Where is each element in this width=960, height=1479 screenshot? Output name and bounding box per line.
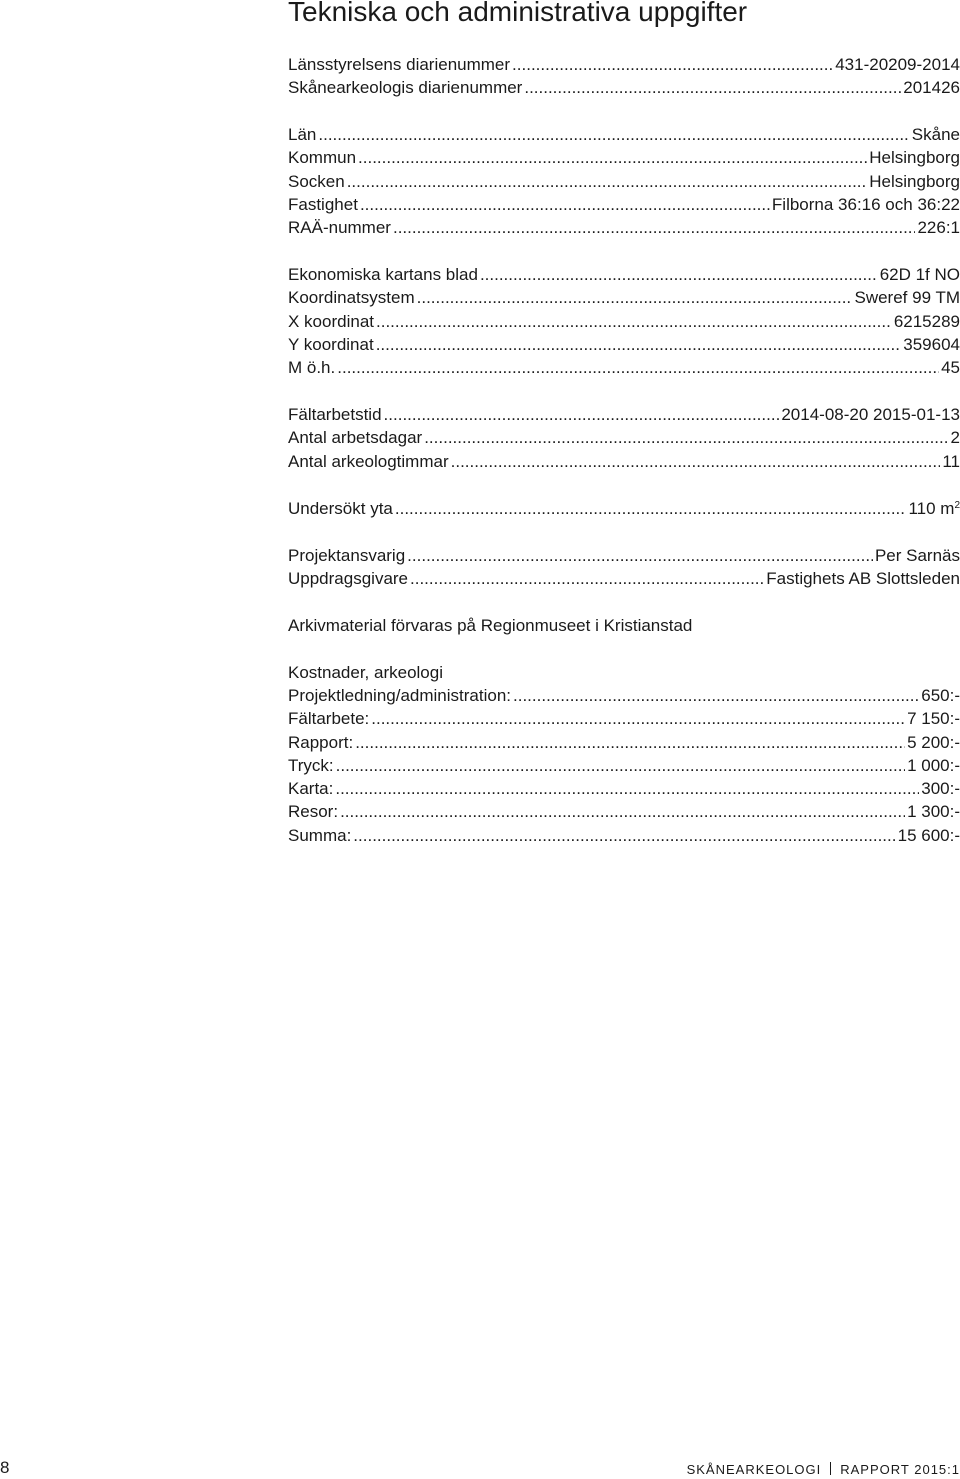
coord-row-y: [288, 333, 960, 356]
fieldwork-row-time: [288, 403, 960, 426]
cost-row-summa: [288, 824, 960, 847]
row-label: Tryck:: [288, 755, 334, 775]
row-label: X koordinat: [288, 311, 374, 331]
row-label: Länsstyrelsens diarienummer: [288, 55, 511, 74]
costs-list: [288, 684, 960, 847]
row-value: 62D 1f NO: [879, 265, 960, 284]
area-list: [288, 497, 960, 520]
row-value: Helsingborg: [869, 171, 960, 191]
page-title: Tekniska och administrativa uppgifter: [288, 0, 748, 27]
row-label: Koordinatsystem: [288, 288, 415, 308]
row-value: 650:-: [921, 686, 960, 705]
people-list: [288, 544, 960, 591]
row-label: RAÄ-nummer: [288, 218, 391, 238]
row-value: 431-20209-2014: [835, 55, 960, 74]
row-label: Fastighet: [288, 194, 358, 214]
coord-row-kartblad: [288, 263, 960, 286]
cost-row-resor: [288, 800, 960, 823]
location-row-fastighet: [288, 193, 960, 216]
row-label: Län: [288, 125, 317, 144]
row-value: 2: [950, 428, 960, 448]
row-label: Socken: [288, 171, 345, 191]
page-number: 8: [0, 1458, 10, 1477]
row-label: M ö.h.: [288, 358, 336, 378]
row-label: Fältarbete:: [288, 709, 370, 729]
archive-note: Arkivmaterial förvaras på Regionmuseet i Kristianstad: [288, 616, 693, 635]
row-label: Uppdragsgivare: [288, 569, 409, 589]
footer-publisher: SKÅNEARKEOLOGI: [686, 1462, 822, 1477]
row-label: Fältarbetstid: [288, 405, 382, 424]
row-label: Resor:: [288, 802, 339, 822]
row-label: Skånearkeologis diarienummer: [288, 78, 523, 98]
row-label: Y koordinat: [288, 334, 374, 354]
people-row-uppdragsgivare: [288, 567, 960, 590]
coordinates-list: [288, 263, 960, 379]
location-row-kommun: [288, 146, 960, 169]
costs-heading: Kostnader, arkeologi: [288, 663, 443, 682]
footer-report: RAPPORT 2015:1: [840, 1462, 960, 1477]
people-row-projektansvarig: [288, 544, 960, 567]
footer-divider: [830, 1462, 831, 1475]
area-row: [288, 497, 960, 520]
row-label: Karta:: [288, 779, 334, 799]
running-footer: [687, 1461, 960, 1479]
row-value: Fastighets AB Slottsleden: [766, 569, 960, 589]
location-row-raa-nummer: [288, 216, 960, 239]
row-label: Undersökt yta: [288, 499, 393, 518]
diary-list: [288, 53, 960, 100]
row-value: 1 000:-: [907, 755, 960, 775]
row-value: 5 200:-: [907, 732, 960, 752]
diary-row-lansstyrelsen: [288, 53, 960, 76]
row-value: 6215289: [893, 311, 960, 331]
fieldwork-row-days: [288, 426, 960, 449]
row-label: Projektledning/administration:: [288, 686, 512, 705]
location-row-socken: [288, 170, 960, 193]
row-value: Filborna 36:16 och 36:22: [771, 194, 960, 214]
diary-row-skanearkeologi: [288, 76, 960, 99]
cost-row-rapport: [288, 731, 960, 754]
row-label: Projektansvarig: [288, 546, 406, 565]
row-value: 300:-: [921, 779, 960, 799]
row-value: 2014-08-20 2015-01-13: [781, 405, 960, 424]
row-label: Kommun: [288, 148, 357, 168]
row-value: 226:1: [917, 218, 960, 238]
fieldwork-list: [288, 403, 960, 473]
location-list: [288, 123, 960, 239]
row-value: [908, 497, 960, 520]
row-label: Summa:: [288, 825, 352, 845]
row-value: 11: [942, 451, 960, 471]
cost-row-faltarbete: [288, 707, 960, 730]
location-row-lan: [288, 123, 960, 146]
area-unit-superscript: 2: [954, 500, 960, 511]
row-value: 359604: [903, 334, 960, 354]
row-label: Antal arbetsdagar: [288, 428, 423, 448]
row-label: Ekonomiska kartans blad: [288, 265, 478, 284]
row-value: Helsingborg: [869, 148, 960, 168]
cost-row-tryck: [288, 754, 960, 777]
row-value: 7 150:-: [907, 709, 960, 729]
row-label: Antal arkeologtimmar: [288, 451, 449, 471]
coord-row-system: [288, 286, 960, 309]
row-value: Skåne: [911, 125, 960, 144]
cost-row-karta: [288, 777, 960, 800]
row-value: Sweref 99 TM: [854, 288, 960, 308]
row-value: 45: [941, 358, 960, 378]
fieldwork-row-hours: [288, 450, 960, 473]
row-value: 201426: [903, 78, 960, 98]
row-value: 15 600:-: [897, 825, 960, 845]
row-value: Per Sarnäs: [874, 546, 960, 565]
row-label: Rapport:: [288, 732, 354, 752]
coord-row-moh: [288, 356, 960, 379]
coord-row-x: [288, 310, 960, 333]
cost-row-projektledning: [288, 684, 960, 707]
row-value: 1 300:-: [907, 802, 960, 822]
area-value: 110 m: [908, 499, 955, 518]
